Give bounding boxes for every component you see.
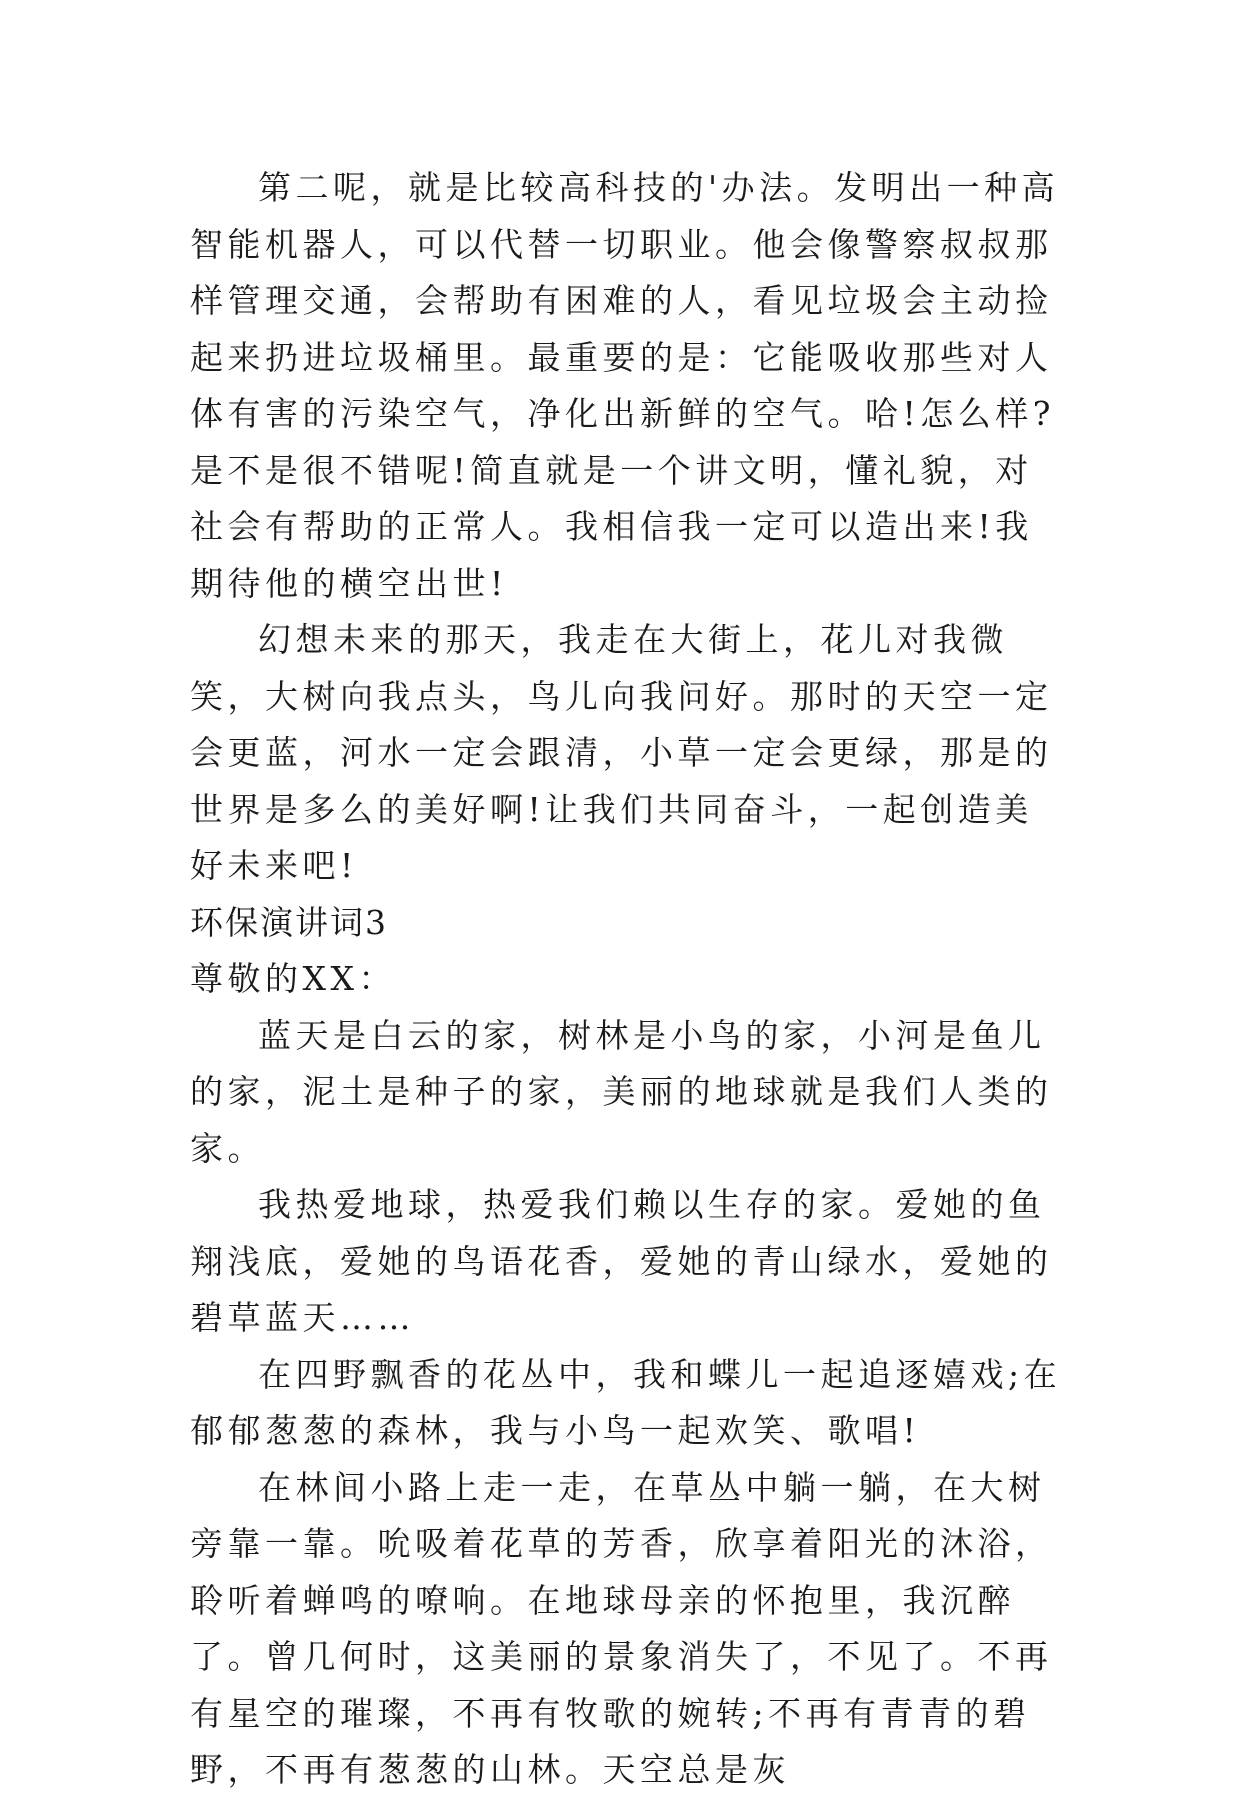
paragraph-love-earth: 我热爱地球，热爱我们赖以生存的家。爱她的鱼翔浅底，爱她的鸟语花香，爱她的青山绿水，爱她的碧草蓝天…… — [190, 1185, 1053, 1337]
document-body — [190, 160, 1070, 1799]
section-title: 环保演讲词3 — [190, 902, 388, 942]
salutation: 尊敬的XX： — [190, 959, 396, 998]
paragraph-lost-beauty: 在林间小路上走一走，在草丛中躺一躺，在大树旁靠一靠。吮吸着花草的芳香，欣享着阳光的沐浴，聆听着蝉鸣的嘹响。在地球母亲的怀抱里，我沉醉了。曾几何时，这美丽的景象消失了，不见了。不再有星空的璀璨，不再有牧歌的婉转;不再有青青的碧野，不再有葱葱的山林。天空总是灰 — [190, 1467, 1053, 1789]
paragraph-future-vision: 幻想未来的那天，我走在大街上，花儿对我微笑，大树向我点头，鸟儿向我问好。那时的天空一定会更蓝，河水一定会跟清，小草一定会更绿，那是的世界是多么的美好啊!让我们共同奋斗，一起创造美好未来吧! — [190, 620, 1053, 885]
paragraph-flowers-forest: 在四野飘香的花丛中，我和蝶儿一起追逐嬉戏;在郁郁葱葱的森林，我与小鸟一起欢笑、歌唱! — [190, 1354, 1062, 1450]
paragraph-robot-idea: 第二呢，就是比较高科技的'办法。发明出一种高智能机器人，可以代替一切职业。他会像警察叔叔那样管理交通，会帮助有困难的人，看见垃圾会主动捡起来扔进垃圾桶里。最重要的是：它能吸收那些对人体有害的污染空气，净化出新鲜的空气。哈!怎么样?是不是很不错呢!简直就是一个讲文明，懂礼貌，对社会有帮助的正常人。我相信我一定可以造出来!我期待他的横空出世! — [190, 168, 1060, 603]
paragraph-homes: 蓝天是白云的家，树林是小鸟的家，小河是鱼儿的家，泥土是种子的家，美丽的地球就是我们人类的家。 — [190, 1015, 1053, 1168]
